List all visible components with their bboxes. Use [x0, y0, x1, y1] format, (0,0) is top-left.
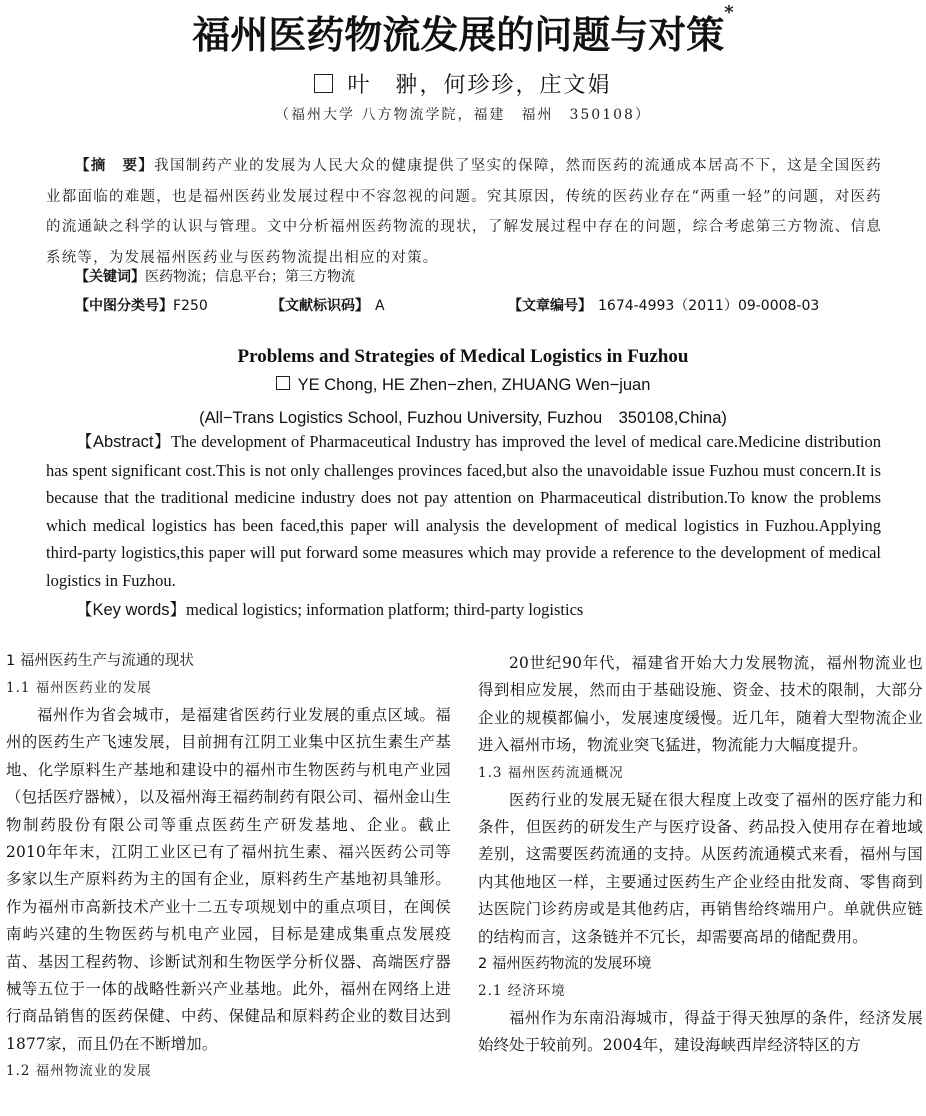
title-text: 福州医药物流发展的问题与对策 [192, 12, 725, 57]
keywords-text: 医药物流；信息平台；第三方物流 [145, 269, 355, 285]
abstract-text: 我国制药产业的发展为人民大众的健康提供了坚实的保障，然而医药的流通成本居高不下，这是全国医药业都面临的难题，也是福州医药业发展过程中不容忽视的问题。究其原因，传统的医药业存在“两重一轻”的问题，对医药的流通缺之科学的认识与管理。文中分析福州医药物流的现状，了解发展过程中存在的问题，综合考虑第三方物流、信息系统等，为发展福州医药业与医药物流提出相应的对策。 [46, 158, 883, 266]
abstract-label: 【摘 要】 [75, 158, 155, 174]
subsection-heading: 1.2 福州物流业的发展 [6, 1063, 152, 1080]
chinese-abstract [46, 151, 882, 273]
affiliation: （福州大学 八方物流学院，福建 福州 350108） [275, 107, 651, 123]
article-no-label: 【文章编号】 [508, 298, 592, 314]
authors: 叶 翀，何珍珍，庄文娟 [347, 73, 612, 98]
english-keywords-label: 【Key words】 [76, 601, 187, 619]
section-heading: 1 福州医药生产与流通的现状 [6, 653, 194, 669]
subsection-heading: 1.1 福州医药业的发展 [6, 680, 152, 696]
body-paragraph: 医药行业的发展无疑在很大程度上改变了福州的医疗能力和条件，但医药的研发生产与医疗设备、药品投入使用存在着地域差别，这需要医药流通的支持。从医药流通模式来看，福州与国内其他地区一样，主要通过医药生产企业经由批发商、零售商到达医院门诊药房或是其他药店，再销售给终端用户。单就供应链的结构而言，这条链并不冗长，却需要高昂的储配费用。 [478, 790, 923, 946]
document-code [271, 295, 385, 315]
english-authors: YE Chong, HE Zhen−zhen, ZHUANG Wen−juan [297, 376, 651, 394]
article-number [508, 295, 819, 315]
body-paragraph: 福州作为省会城市，是福建省医药行业发展的重点区域。福州的医药生产飞速发展，目前拥有江阴工业集中区抗生素生产基地、化学原料生产基地和建设中的福州市生物医药与机电产业园（包括医疗器械），以及福州海王福药制药有限公司、福州金山生物制药股份有限公司等重点医药生产研发基地、企业。截止2010年年末，江阴工业区已有了福州抗生素、福兴医药公司等多家以生产原料药为主的国有企业，原料药生产基地初具雏形。作为福州市高新技术产业十二五专项规划中的重点项目，在闽侯南屿兴建的生物医药与机电产业园，目标是建成集重点发展疫苗、基因工程药物、诊断试剂和生物医学分析仪器、高端医疗器械等五位于一体的战略性新兴产业基地。此外，福州在网络上进行商品销售的医药保健、中药、保健品和原料药企业的数目达到1877家，而且仍在不断增加。 [6, 706, 451, 1053]
english-title: Problems and Strategies of Medical Logistics in Fuzhou [237, 346, 689, 367]
english-abstract-label: 【Abstract】 [76, 433, 171, 451]
english-keywords [76, 596, 583, 620]
section-heading: 2 福州医药物流的发展环境 [478, 956, 652, 973]
square-bullet-icon [276, 376, 290, 390]
right-column [478, 650, 923, 1060]
clc-value: F250 [173, 298, 208, 314]
doc-code-label: 【文献标识码】 [271, 298, 369, 314]
subsection-heading: 1.3 福州医药流通概况 [478, 764, 624, 781]
body-paragraph: 福州作为东南沿海城市，得益于得天独厚的条件，经济发展始终处于较前列。2004年，建设海峡西岸经济特区的方 [478, 1009, 923, 1055]
clc-number [75, 295, 208, 315]
keywords-label: 【关键词】 [75, 269, 145, 285]
english-authors-line [0, 376, 926, 395]
square-bullet-icon [314, 74, 333, 93]
doc-code-value: A [375, 298, 385, 314]
english-affiliation: (All−Trans Logistics School, Fuzhou University, Fuzhou 350108,China) [199, 409, 727, 427]
footnote-mark: * [724, 2, 734, 23]
clc-label: 【中图分类号】 [75, 298, 173, 314]
english-abstract-text: The development of Pharmaceutical Industry has improved the level of medical care.Medicine distribution has spent significant cost.This is not only challenges provinces faced,but also the unavoidable issue Fuzhou must concern.It is because that the traditional medicine industry does not pay attention on Pharmaceutical distribution.To know the problems which medical logistics has been faced,this paper will analysis the development of medical logistics in Fuzhou.Applying third-party logistics,this paper will put forward some measures which may provide a reference to the development of medical logistics in Fuzhou. [46, 432, 881, 590]
paper-title [0, 4, 926, 59]
english-abstract [46, 428, 881, 594]
authors-line [0, 68, 926, 99]
subsection-heading: 2.1 经济环境 [478, 983, 566, 1000]
left-column [6, 648, 451, 1085]
english-keywords-text: medical logistics; information platform; third-party logistics [186, 600, 584, 619]
article-no-value: 1674-4993（2011）09-0008-03 [598, 298, 820, 314]
chinese-keywords [75, 266, 355, 286]
body-paragraph: 20世纪90年代，福建省开始大力发展物流，福州物流业也得到相应发展，然而由于基础设施、资金、技术的限制，大部分企业的规模都偏小，发展速度缓慢。近几年，随着大型物流企业进入福州市场，物流业突飞猛进，物流能力大幅度提升。 [478, 654, 923, 755]
